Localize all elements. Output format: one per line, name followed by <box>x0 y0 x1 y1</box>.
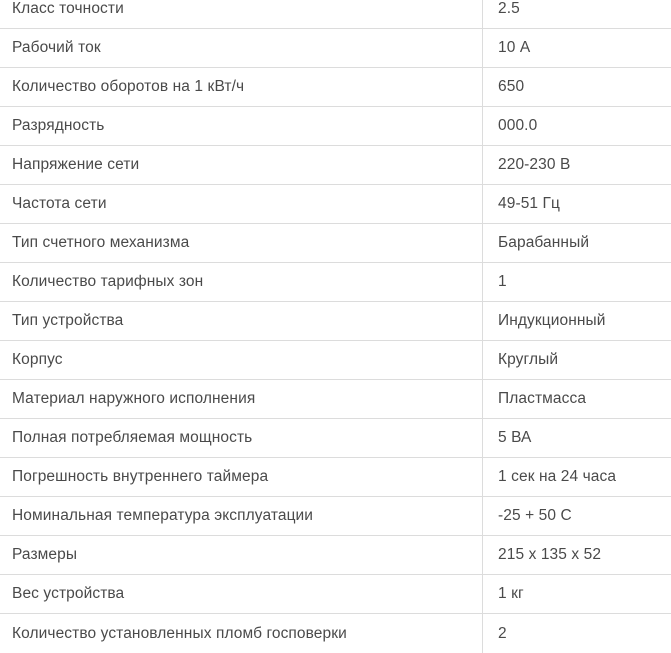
spec-name: Количество установленных пломб госповерки <box>0 614 483 653</box>
spec-value: 5 ВА <box>498 429 532 446</box>
spec-name: Разрядность <box>0 107 483 145</box>
spec-name: Количество оборотов на 1 кВт/ч <box>0 68 483 106</box>
table-row <box>0 497 671 536</box>
spec-name: Тип счетного механизма <box>0 224 483 262</box>
spec-name: Корпус <box>0 341 483 379</box>
spec-value: 10 А <box>498 39 531 56</box>
spec-value: 000.0 <box>498 117 538 134</box>
spec-value: 1 кг <box>498 585 524 602</box>
table-row <box>0 224 671 263</box>
table-row <box>0 29 671 68</box>
table-row <box>0 575 671 614</box>
spec-name: Напряжение сети <box>0 146 483 184</box>
spec-name: Полная потребляемая мощность <box>0 419 483 457</box>
table-row <box>0 263 671 302</box>
spec-value: -25 + 50 С <box>498 507 572 524</box>
spec-value: 650 <box>498 78 525 95</box>
spec-value: 220-230 В <box>498 156 571 173</box>
table-row <box>0 380 671 419</box>
spec-value: Пластмасса <box>498 390 587 407</box>
table-row <box>0 614 671 653</box>
spec-name: Класс точности <box>0 0 483 28</box>
spec-name: Материал наружного исполнения <box>0 380 483 418</box>
spec-name: Размеры <box>0 536 483 574</box>
table-row <box>0 146 671 185</box>
spec-value: 1 <box>498 273 507 290</box>
table-row <box>0 0 671 29</box>
table-row <box>0 341 671 380</box>
spec-value: 2 <box>498 624 507 642</box>
spec-name: Вес устройства <box>0 575 483 613</box>
spec-name: Количество тарифных зон <box>0 263 483 301</box>
spec-value: 215 х 135 х 52 <box>498 546 602 563</box>
table-row <box>0 536 671 575</box>
table-row <box>0 185 671 224</box>
table-row <box>0 107 671 146</box>
spec-value: Индукционный <box>498 312 606 329</box>
spec-name: Рабочий ток <box>0 29 483 67</box>
spec-name: Погрешность внутреннего таймера <box>0 458 483 496</box>
table-row <box>0 458 671 497</box>
spec-value: 2.5 <box>498 0 520 17</box>
spec-name: Частота сети <box>0 185 483 223</box>
spec-value: Круглый <box>498 351 559 368</box>
spec-value: Барабанный <box>498 234 590 251</box>
table-row <box>0 68 671 107</box>
spec-value: 1 сек на 24 часа <box>498 468 617 485</box>
spec-value: 49-51 Гц <box>498 195 561 212</box>
table-row <box>0 419 671 458</box>
spec-name: Тип устройства <box>0 302 483 340</box>
spec-name: Номинальная температура эксплуатации <box>0 497 483 535</box>
table-row <box>0 302 671 341</box>
